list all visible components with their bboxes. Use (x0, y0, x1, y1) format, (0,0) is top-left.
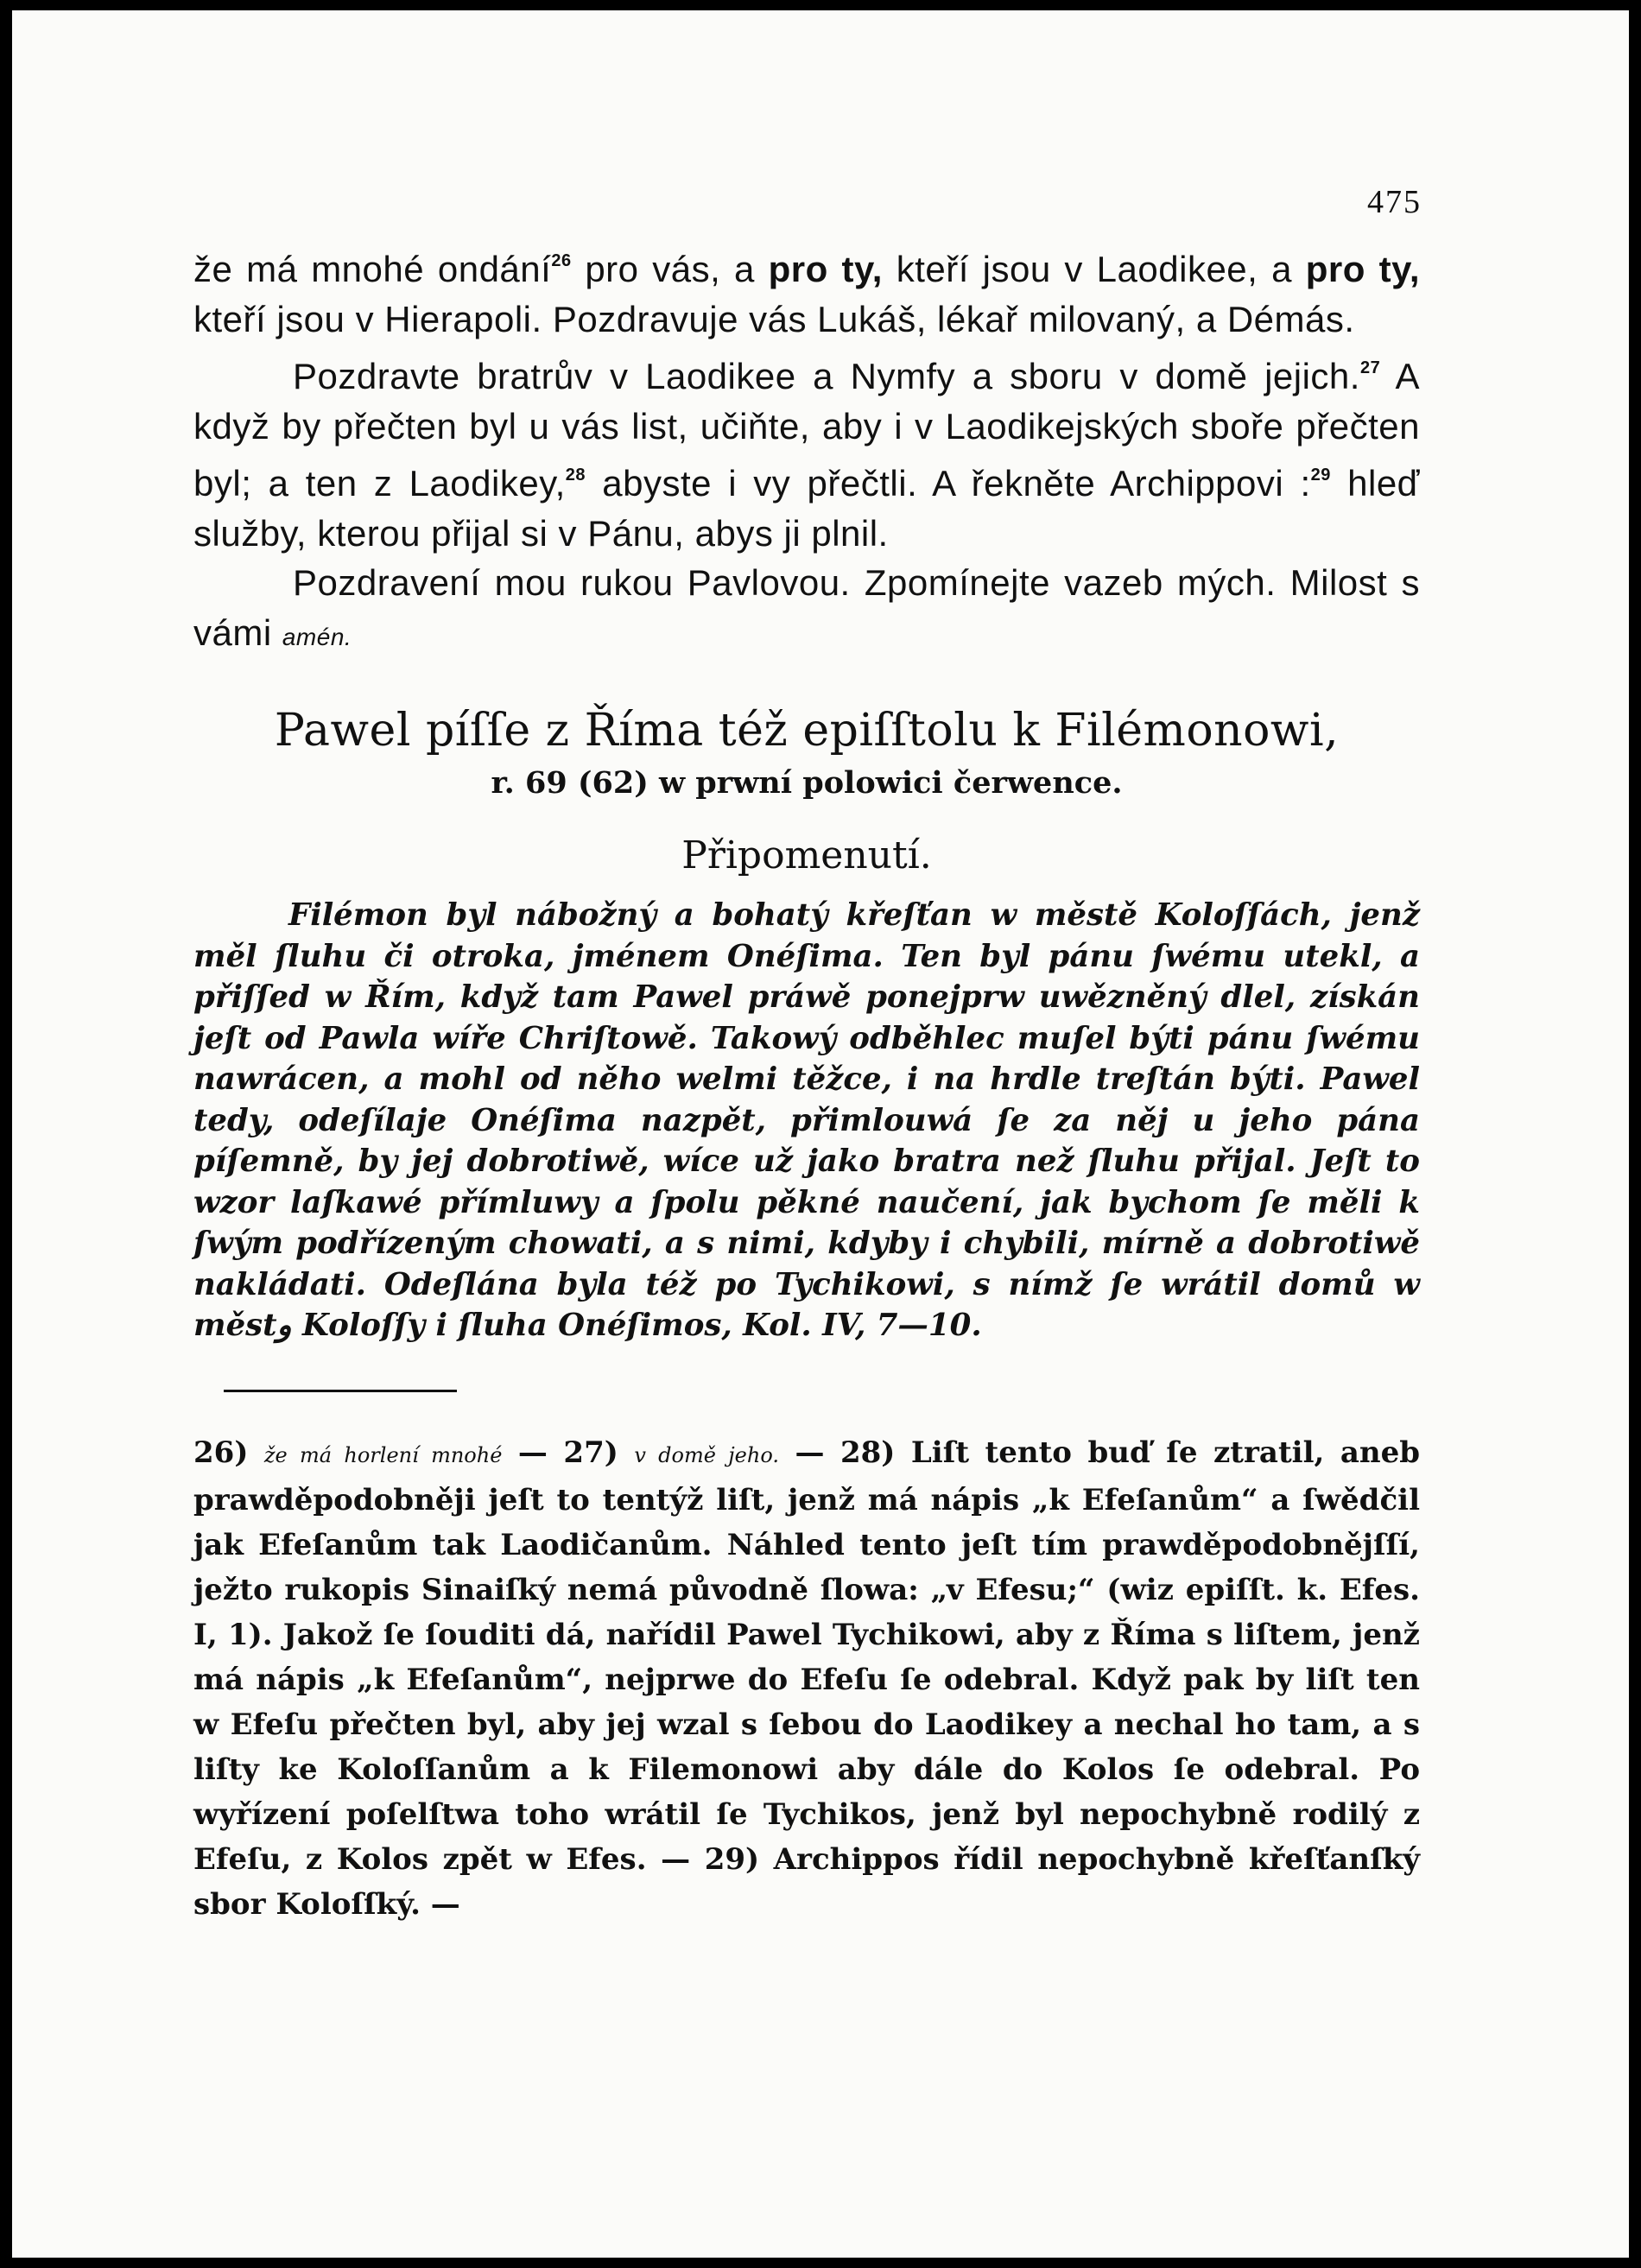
intro-paragraph: Filémon byl nábožný a bohatý křeſťan w městě Koloſſách, jenž měl ſluhu či otroka, jménem Onéſima. Ten byl pánu ſwému utekl, a přiſſed w Řím, když tam Pawel práwě ponejprw uwězněný dlel, získán jeſt od Pawla wíře Chriſtowě. Takowý odběhlec muſel býti pánu ſwému nawrácen, a mohl od něho welmi těžce, i na hrdle treſtán býti. Pawel tedy, odeſílaje Onéſima nazpět, přimlouwá ſe za něj u jeho pána píſemně, by jej dobrotiwě, wíce už jako bratra než ſluhu přijal. Jeſt to wzor laſkawé přímluwy a ſpolu pěkné naučení, jak bychom ſe měli k ſwým podřízeným chowati, a s nimi, kdyby i chybili, mírně a dobrotiwě nakládati. Odeſlána byla též po Tychikowi, s nímž ſe wrátil domů w městو Koloſſy i ſluha Onéſimos, Kol. IV, 7—10. (193, 897, 1420, 1343)
footnote-27-text: v domě jeho. (634, 1442, 779, 1467)
section-subheading: r. 69 (62) w prwní polowici čerwence. (491, 765, 1123, 801)
notes-title: Připomenutí. (681, 833, 932, 877)
book-page (12, 10, 1629, 2258)
footnote-26-text: že má horlení mnohé (263, 1442, 503, 1467)
letter-paragraph-3: Pozdravení mou rukou Pavlovou. Zpomínejte vazeb mých. Milost s vámi amén. (193, 562, 1420, 653)
section-heading: Pawel píſſe z Říma též epiſſtolu k Filémonowi, (274, 705, 1340, 757)
footnote-ref-26[interactable]: 26 (551, 251, 572, 270)
letter-paragraph-1: že má mnohé ondání$^{26}$ pro vás, a pro ty, kteří jsou v Laodikee, a pro ty, kteří jsou v Hierapoli. Pozdravuje vás Lukáš, lékař milovaný, a Démás. (193, 249, 1420, 339)
page-number: 475 (1367, 184, 1422, 220)
footnote-29-text: Archippos řídil nepochybně křeſťanſký sbor Koloſſký. — (193, 1841, 1421, 1922)
amen-word: amén. (282, 623, 352, 650)
footnote-27-number: 27) (563, 1435, 618, 1470)
footnotes-block: 26) že má horlení mnohé — 27) v domě jeho. — 28) Liſt tento buď ſe ztratil, aneb prawděpodobněji jeſt to tentýž liſt, jenž má nápis „k Efeſanům“ a ſwědčil jak Efeſanům tak Laodičanům. Náhled tento jeſt tím prawděpodobnějſſí, ježto rukopis Sinaiſký nemá původně ſlowa: „v Efesu;“ (wiz epiſſt. k. Efes. I, 1). Jakož ſe ſouditi dá, nařídil Pawel Tychikowi, aby z Říma s liſtem, jenž má nápis „k Efeſanům“, nejprwe do Efeſu ſe odebral. Když pak by liſt ten w Efeſu přečten byl, aby jej wzal s ſebou do Laodikey a nechal ho tam, a s liſty ke Koloſſanům a k Filemonowi aby dále do Kolos ſe odebral. Po wyřízení poſelſtwa toho wrátil ſe Tychikos, jenž byl nepochybně rodilý z Efeſu, z Kolos zpět w Efes. — 29) Archippos řídil nepochybně křeſťanſký sbor Koloſſký. — (193, 1435, 1421, 1922)
footnote-ref-28[interactable]: 28 (565, 466, 586, 485)
footnote-28-text: Liſt tento buď ſe ztratil, aneb prawděpodobněji jeſt to tentýž liſt, jenž má nápis „k Efeſanům“ a ſwědčil jak Efeſanům tak Laodičanům. Náhled tento jeſt tím prawděpodobnějſſí, ježto rukopis Sinaiſký nemá původně ſlowa: „v Efesu;“ (wiz epiſſt. k. Efes. I, 1). Jakož ſe ſouditi dá, nařídil Pawel Tychikowi, aby z Říma s liſtem, jenž má nápis „k Efeſanům“, nejprwe do Efeſu ſe odebral. Když pak by liſt ten w Efeſu přečten byl, aby jej wzal s ſebou do Laodikey a nechal ho tam, a s liſty ke Koloſſanům a k Filemonowi aby dále do Kolos ſe odebral. Po wyřízení poſelſtwa toho wrátil ſe Tychikos, jenž byl nepochybně rodilý z Efeſu, z Kolos zpět w Efes. (193, 1435, 1420, 1877)
footnote-28-number: 28) (840, 1435, 896, 1470)
footnote-divider (224, 1390, 457, 1392)
footnote-26-number: 26) (193, 1435, 249, 1470)
letter-paragraph-2: Pozdravte bratrův v Laodikee a Nymfy a sboru v domě jejich.$^{27}$ A když by přečten byl u vás list, učiňte, aby i v Laodikejských sboře přečten byl; a ten z Laodikey,$^{28}$ abyste i vy přečtli. A řekněte Archippovi :$^{29}$ hleď služby, kterou přijal si v Pánu, abys ji plnil. (193, 356, 1421, 554)
footnote-29-number: 29) (704, 1841, 760, 1877)
footnote-ref-27[interactable]: 27 (1359, 358, 1381, 377)
footnote-ref-29[interactable]: 29 (1310, 466, 1331, 485)
page-content (193, 237, 1420, 1927)
